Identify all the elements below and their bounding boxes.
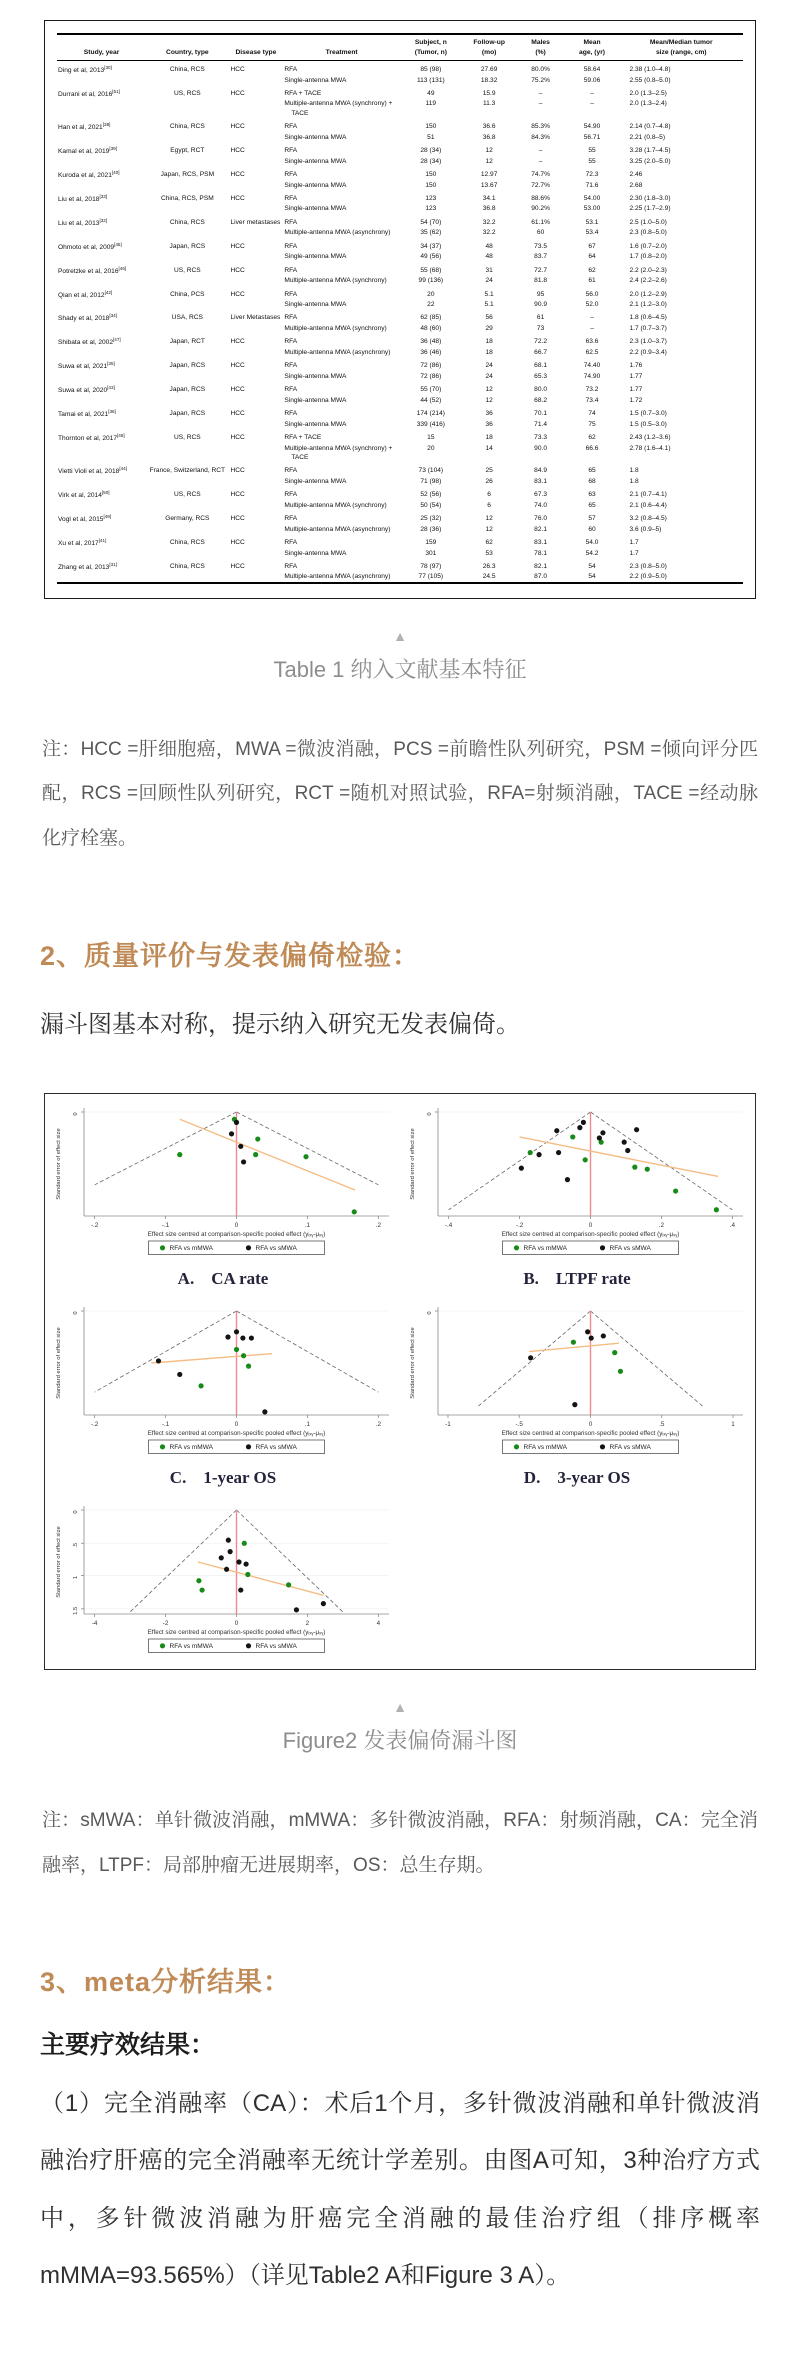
svg-text:Standard error of effect size: Standard error of effect size [409, 1128, 416, 1200]
table1-row: Multiple-antenna MWA (synchrony) 50 (54) 6 74.0 65 2.1 (0.6–4.4) [284, 501, 667, 509]
svg-text:Effect size centred at compari: Effect size centred at comparison-specific pooled effect (yᵢₓᵧ-μₓᵧ) [147, 1231, 325, 1239]
svg-text:RFA vs sMWA: RFA vs sMWA [609, 1444, 651, 1452]
table1-row: Zhang et al, 2013[31] China, RCS HCC RFA 78 (97) 26.3 82.1 54 2.3 (0.8–5.0) [58, 561, 667, 572]
collapse-triangle-icon[interactable]: ▲ [393, 1699, 407, 1716]
svg-text:.4: .4 [729, 1222, 735, 1230]
table1-row: Single-antenna MWA 150 13.67 72.7% 71.6 2.68 [284, 181, 643, 189]
table1-row: Shibata et al, 2002[47] Japan, RCT HCC RFA 36 (48) 18 72.2 63.6 2.3 (1.0–3.7) [58, 337, 667, 347]
table1-row: Multiple-antenna MWA (asynchrony) 36 (46) 18 66.7 62.5 2.2 (0.9–3.4) [284, 348, 667, 356]
funnel-plot-label: D. 3-year OS [523, 1468, 631, 1488]
table1-row: Potretzke et al, 2016[46] US, RCS HCC RFA 55 (68) 31 72.7 62 2.2 (2.0–2.3) [58, 265, 667, 275]
funnel-plot-label: C. 1-year OS [169, 1468, 277, 1488]
table1-row: Multiple-antenna MWA (synchrony) 48 (60) 29 73 – 1.7 (0.7–3.7) [284, 325, 667, 332]
table1-row: Single-antenna MWA 71 (98) 26 83.1 68 1.8 [284, 477, 639, 485]
svg-text:RFA vs sMWA: RFA vs sMWA [609, 1245, 651, 1253]
svg-text:Standard error of effect size: Standard error of effect size [55, 1327, 62, 1399]
svg-text:Effect size centred at compari: Effect size centred at comparison-specific pooled effect (yᵢₓᵧ-μₓᵧ) [501, 1430, 679, 1438]
funnel-plot [404, 1104, 751, 1262]
svg-text:1.5: 1.5 [72, 1606, 79, 1615]
table1-row: Suwa et al, 2020[43] Japan, RCS HCC RFA 55 (70) 12 80.0 73.2 1.77 [58, 385, 643, 395]
table1-row: Single-antenna MWA 113 (131) 18.32 75.2% 59.06 2.55 (0.8–5.0) [284, 76, 671, 84]
svg-text:-.4: -.4 [444, 1222, 452, 1230]
table1-row: Multiple-antenna MWA (asynchrony) 77 (105) 24.5 87.0 54 2.2 (0.9–5.0) [284, 573, 667, 581]
svg-text:Standard error of effect size: Standard error of effect size [55, 1526, 62, 1598]
svg-text:Standard error of effect size: Standard error of effect size [55, 1128, 62, 1200]
svg-text:.2: .2 [375, 1421, 381, 1429]
table1-container [44, 20, 756, 599]
svg-text:RFA vs mMWA: RFA vs mMWA [169, 1643, 213, 1651]
table1-row: Shady et al, 2018[34] USA, RCS Liver Metastases RFA 62 (85) 56 61 – 1.8 (0.6–4.5) [58, 313, 667, 323]
svg-text:Effect size centred at compari: Effect size centred at comparison-specific pooled effect (yᵢₓᵧ-μₓᵧ) [147, 1629, 325, 1637]
table1-row: Qian et al, 2012[42] China, PCS HCC RFA 20 5.1 95 56.0 2.0 (1.2–2.9) [58, 289, 667, 299]
table1-column-header: Treatment [283, 34, 400, 61]
section3-subheading: 主要疗效结果： [40, 2031, 216, 2060]
funnel-plot-cell [47, 1303, 399, 1500]
svg-text:1: 1 [730, 1421, 735, 1429]
table1-row: Single-antenna MWA 339 (416) 36 71.4 75 1.5 (0.5–3.0) [284, 420, 667, 428]
svg-text:4: 4 [376, 1620, 380, 1628]
figure2-caption: Figure2 发表偏倚漏斗图 [282, 1728, 518, 1754]
svg-text:-2: -2 [162, 1620, 168, 1628]
funnel-plot [50, 1303, 397, 1461]
table1-row: Suwa et al, 2021[35] Japan, RCS HCC RFA 72 (86) 24 68.1 74.40 1.76 [58, 361, 643, 371]
table1-caption: Table 1 纳入文献基本特征 [273, 656, 527, 682]
table1-column-header: Subject, n (Tumor, n) [400, 34, 462, 61]
table1-row: Multiple-antenna MWA (asynchrony) 35 (62) 32.2 60 53.4 2.3 (0.8–5.0) [284, 229, 667, 237]
table1-column-header: Follow-up (mo) [462, 34, 517, 61]
svg-text:0: 0 [72, 1112, 79, 1116]
svg-text:.5: .5 [72, 1542, 79, 1548]
table1-row: Single-antenna MWA 28 (34) 12 – 55 3.25 (2.0–5.0) [284, 157, 671, 165]
table1-row: Single-antenna MWA 301 53 78.1 54.2 1.7 [284, 549, 639, 557]
svg-text:.1: .1 [304, 1222, 310, 1230]
table1-row: Vogl et al, 2015[49] Germany, RCS HCC RFA 25 (32) 12 76.0 57 3.2 (0.8–4.5) [58, 514, 667, 524]
table1-column-header: Disease type [228, 34, 283, 61]
funnel-plot [50, 1104, 397, 1262]
table1-note: 注：HCC =肝细胞癌，MWA =微波消融，PCS =前瞻性队列研究，PSM =倾向评分匹配，RCS =回顾性队列研究，RCT =随机对照试验，RFA=射频消融，TACE =经动脉化疗栓塞。 [42, 738, 758, 850]
svg-text:RFA vs sMWA: RFA vs sMWA [255, 1444, 297, 1452]
funnel-plot [404, 1303, 751, 1461]
funnel-plot-label: A. CA rate [177, 1269, 269, 1289]
svg-text:.2: .2 [658, 1222, 664, 1230]
table1-row: Multiple-antenna MWA (asynchrony) 28 (36) 12 82.1 60 3.6 (0.9–5) [284, 525, 662, 533]
table1-row: Virk et al, 2014[50] US, RCS HCC RFA 52 (56) 6 67.3 63 2.1 (0.7–4.1) [58, 490, 667, 500]
table1-column-header: Study, year [57, 34, 146, 61]
funnel-plots-grid [47, 1104, 753, 1665]
svg-text:0: 0 [426, 1112, 433, 1116]
table1-row: Ohmoto et al, 2009[45] Japan, RCS HCC RFA 34 (37) 48 73.5 67 1.6 (0.7–2.0) [58, 241, 667, 251]
svg-text:RFA vs sMWA: RFA vs sMWA [255, 1245, 297, 1253]
funnel-plot-cell [47, 1104, 399, 1301]
funnel-plot-label: B. LTPF rate [523, 1269, 631, 1289]
table1-row: Multiple-antenna MWA (synchrony) + TACE 20 14 90.0 66.6 2.78 (1.6–4.1) [284, 444, 671, 461]
table1-row: Single-antenna MWA 123 36.8 90.2% 53.00 2.25 (1.7–2.9) [284, 205, 671, 213]
svg-text:-.1: -.1 [161, 1222, 169, 1230]
svg-text:0: 0 [588, 1421, 592, 1429]
table1 [57, 33, 743, 584]
table1-row: Single-antenna MWA 44 (52) 12 68.2 73.4 1.72 [284, 396, 643, 404]
svg-text:-.2: -.2 [90, 1421, 98, 1429]
table1-row: Vietti Violi et al, 2018[44] France, Switzerland, RCT HCC RFA 73 (104) 25 84.9 65 1.8 [58, 466, 639, 476]
svg-text:RFA vs mMWA: RFA vs mMWA [169, 1444, 213, 1452]
svg-text:0: 0 [234, 1620, 238, 1628]
table1-row: Han et al, 2021[38] China, RCS HCC RFA 150 36.6 85.3% 54.90 2.14 (0.7–4.8) [58, 122, 671, 132]
svg-text:-.5: -.5 [515, 1421, 523, 1429]
svg-text:-4: -4 [91, 1620, 97, 1628]
figure2-container [44, 1093, 756, 1670]
svg-text:2: 2 [305, 1620, 309, 1628]
section2-text: 漏斗图基本对称，提示纳入研究无发表偏倚。 [40, 1010, 520, 1038]
table1-column-header: Mean/Median tumor size (range, cm) [619, 34, 743, 61]
section3-paragraph: （1）完全消融率（CA）：术后1个月，多针微波消融和单针微波消融治疗肝癌的完全消融率无统计学差别。由图A可知，3种治疗方式中，多针微波消融为肝癌完全消融的最佳治疗组（排序概率mMMA=93.565%）（详见Table2 A和Figure 3 A）。 [40, 2090, 760, 2289]
table1-row: Single-antenna MWA 51 36.8 84.3% 56.71 2.21 (0.8–5) [284, 133, 666, 141]
svg-text:0: 0 [72, 1311, 79, 1315]
table1-column-header: Males (%) [517, 34, 565, 61]
section2-heading: 2、质量评价与发表偏倚检验： [40, 940, 421, 971]
funnel-plot-cell [401, 1104, 753, 1301]
svg-text:.1: .1 [304, 1421, 310, 1429]
table1-row: Thornton et al, 2017[48] US, RCS HCC RFA + TACE 15 18 73.3 62 2.43 (1.2–3.6) [58, 432, 671, 443]
svg-text:0: 0 [426, 1311, 433, 1315]
svg-text:.2: .2 [375, 1222, 381, 1230]
svg-text:RFA vs mMWA: RFA vs mMWA [169, 1245, 213, 1253]
svg-text:-.2: -.2 [90, 1222, 98, 1230]
table1-row: Ding et al, 2013[30] China, RCS HCC RFA 85 (98) 27.69 80.0% 58.64 2.38 (1.0–4.8) [58, 65, 671, 75]
svg-text:Effect size centred at compari: Effect size centred at comparison-specific pooled effect (yᵢₓᵧ-μₓᵧ) [501, 1231, 679, 1239]
svg-text:Effect size centred at compari: Effect size centred at comparison-specific pooled effect (yᵢₓᵧ-μₓᵧ) [147, 1430, 325, 1438]
svg-text:-.1: -.1 [161, 1421, 169, 1429]
svg-text:0: 0 [72, 1510, 79, 1514]
funnel-plot [50, 1502, 397, 1660]
table1-row: Liu et al, 2013[32] China, RCS Liver metastases RFA 54 (70) 32.2 61.1% 53.1 2.5 (1.0–5.0) [58, 217, 667, 228]
funnel-plot-cell [401, 1303, 753, 1500]
table1-header-row [57, 34, 743, 61]
table1-row: Kamal et al, 2019[39] Egypt, RCT HCC RFA 28 (34) 12 – 55 3.28 (1.7–4.5) [58, 146, 671, 156]
table1-row: Kuroda et al, 2021[40] Japan, RCS, PSM HCC RFA 150 12.97 74.7% 72.3 2.46 [58, 170, 643, 180]
figure2-note: 注：sMWA：单针微波消融，mMWA：多针微波消融，RFA：射频消融，CA：完全消融率，LTPF：局部肿瘤无进展期率，OS：总生存期。 [42, 1810, 758, 1876]
svg-text:.5: .5 [658, 1421, 664, 1429]
table1-row: Xu et al, 2017[41] China, RCS HCC RFA 159 62 83.1 54.0 1.7 [58, 537, 639, 548]
table1-row: Single-antenna MWA 72 (86) 24 65.3 74.90 1.77 [284, 372, 643, 380]
svg-text:RFA vs sMWA: RFA vs sMWA [255, 1643, 297, 1651]
table1-column-header: Mean age, (yr) [565, 34, 620, 61]
section3-heading: 3、meta分析结果： [40, 1967, 292, 1998]
svg-text:0: 0 [234, 1222, 238, 1230]
svg-text:-.2: -.2 [515, 1222, 523, 1230]
svg-text:0: 0 [588, 1222, 592, 1230]
svg-text:RFA vs mMWA: RFA vs mMWA [523, 1444, 567, 1452]
table1-row: Tamai et al, 2021[36] Japan, RCS HCC RFA 174 (214) 36 70.1 74 1.5 (0.7–3.0) [58, 409, 667, 419]
funnel-plot-cell [47, 1502, 399, 1665]
table1-row: Liu et al, 2018[33] China, RCS, PSM HCC RFA 123 34.1 88.6% 54.00 2.30 (1.8–3.0) [58, 193, 671, 204]
svg-text:RFA vs mMWA: RFA vs mMWA [523, 1245, 567, 1253]
collapse-triangle-icon[interactable]: ▲ [393, 627, 407, 644]
table1-row: Single-antenna MWA 22 5.1 90.9 52.0 2.1 (1.2–3.0) [284, 301, 667, 309]
table1-row: Single-antenna MWA 49 (56) 48 83.7 64 1.7 (0.8–2.0) [284, 253, 667, 261]
table1-column-header: Country, type [146, 34, 228, 61]
table1-row: Durrani et al, 2016[51] US, RCS HCC RFA + TACE 49 15.9 – – 2.0 (1.3–2.5) [58, 88, 667, 99]
svg-text:-1: -1 [444, 1421, 451, 1429]
svg-text:0: 0 [234, 1421, 238, 1429]
svg-text:1: 1 [72, 1575, 79, 1580]
svg-text:Standard error of effect size: Standard error of effect size [409, 1327, 416, 1399]
table1-row: Multiple-antenna MWA (synchrony) + TACE 119 11.3 – – 2.0 (1.3–2.4) [284, 100, 667, 117]
table1-row: Multiple-antenna MWA (synchrony) 99 (136) 24 81.8 61 2.4 (2.2–2.6) [284, 277, 667, 285]
